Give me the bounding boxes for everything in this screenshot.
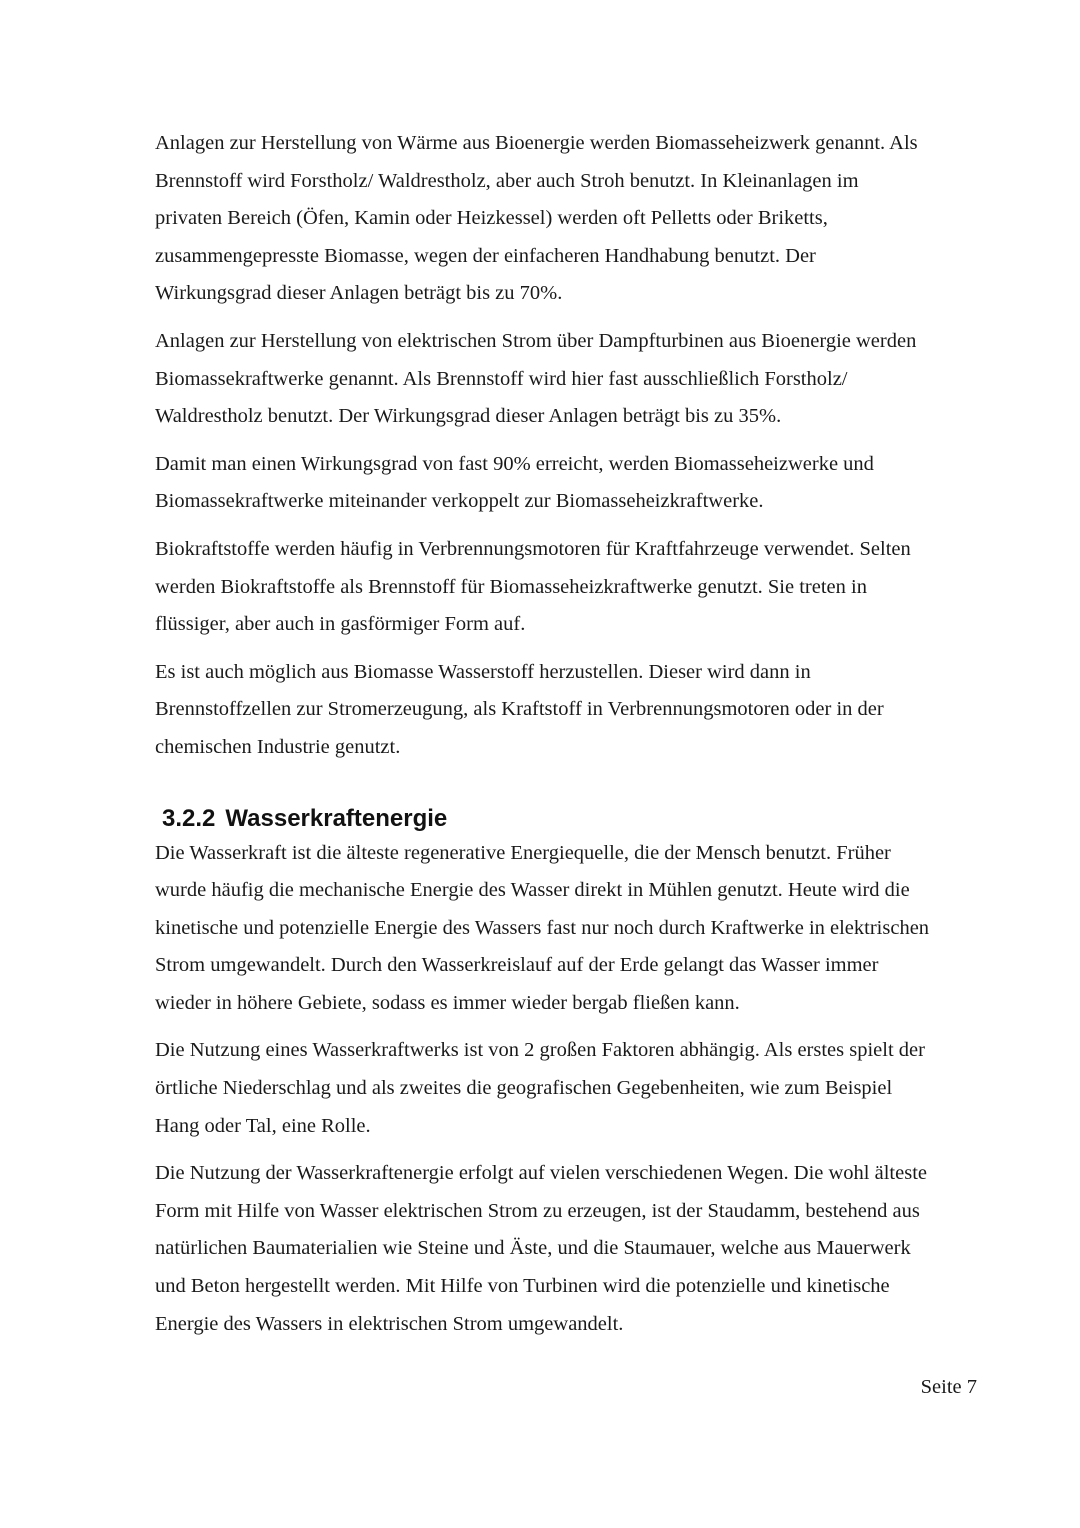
paragraph-faktoren	[155, 1032, 985, 1145]
paragraph-wasserkraft-intro	[155, 835, 985, 1023]
text-line: chemischen Industrie genutzt.	[155, 735, 401, 758]
paragraph-nutzung	[155, 1155, 985, 1343]
text-line: Brennstoffzellen zur Stromerzeugung, als Kraftstoff in Verbrennungsmotoren oder in der	[155, 698, 884, 721]
text-line: kinetische und potenzielle Energie des Wassers fast nur noch durch Kraftwerke in elektrischen	[155, 916, 930, 939]
text-line: privaten Bereich (Öfen, Kamin oder Heizkessel) werden oft Pelletts oder Briketts,	[155, 207, 828, 230]
section-heading	[162, 803, 985, 835]
paragraph-biomassekraftwerk	[155, 323, 985, 436]
text-line: Brennstoff wird Forstholz/ Waldrestholz, aber auch Stroh benutzt. In Kleinanlagen im	[155, 169, 859, 192]
text-line: und Beton hergestellt werden. Mit Hilfe von Turbinen wird die potenzielle und kinetische	[155, 1275, 890, 1298]
paragraph-wirkungsgrad	[155, 446, 985, 521]
section-title: Wasserkraftenergie	[225, 804, 448, 832]
text-line: Es ist auch möglich aus Biomasse Wasserstoff herzustellen. Dieser wird dann in	[155, 660, 811, 683]
text-line: Energie des Wassers in elektrischen Strom umgewandelt.	[155, 1312, 624, 1335]
text-line: Strom umgewandelt. Durch den Wasserkreislauf auf der Erde gelangt das Wasser immer	[155, 954, 879, 977]
text-line: Damit man einen Wirkungsgrad von fast 90% erreicht, werden Biomasseheizwerke und	[155, 452, 874, 475]
text-line: Anlagen zur Herstellung von Wärme aus Bioenergie werden Biomasseheizwerk genannt. Als	[155, 132, 918, 154]
text-line: Wirkungsgrad dieser Anlagen beträgt bis zu 70%.	[155, 282, 563, 305]
text-line: Biomassekraftwerke genannt. Als Brennstoff wird hier fast ausschließlich Forstholz/	[155, 367, 848, 390]
paragraph-wasserstoff	[155, 654, 985, 767]
text-line: Waldrestholz benutzt. Der Wirkungsgrad dieser Anlagen beträgt bis zu 35%.	[155, 405, 782, 428]
text-line: wurde häufig die mechanische Energie des Wasser direkt in Mühlen genutzt. Heute wird die	[155, 879, 910, 902]
text-line: wieder in höhere Gebiete, sodass es immer wieder bergab fließen kann.	[155, 991, 740, 1014]
text-line: werden Biokraftstoffe als Brennstoff für Biomasseheizkraftwerke genutzt. Sie treten in	[155, 575, 867, 598]
text-line: Die Nutzung der Wasserkraftenergie erfolgt auf vielen verschiedenen Wegen. Die wohl älteste	[155, 1162, 927, 1185]
text-line: Form mit Hilfe von Wasser elektrischen Strom zu erzeugen, ist der Staudamm, bestehend aus	[155, 1199, 920, 1222]
text-line: örtliche Niederschlag und als zweites die geografischen Gegebenheiten, wie zum Beispiel	[155, 1077, 893, 1100]
paragraph-biokraftstoffe	[155, 531, 985, 644]
text-line: zusammengepresste Biomasse, wegen der einfacheren Handhabung benutzt. Der	[155, 244, 816, 267]
text-line: Die Nutzung eines Wasserkraftwerks ist von 2 großen Faktoren abhängig. Als erstes spielt der	[155, 1039, 925, 1062]
text-line: Biomassekraftwerke miteinander verkoppelt zur Biomasseheizkraftwerke.	[155, 490, 764, 513]
text-line: Hang oder Tal, eine Rolle.	[155, 1114, 371, 1137]
paragraph-biomasseheizwerk	[155, 125, 985, 313]
section-number: 3.2.2	[162, 804, 216, 832]
text-line: Anlagen zur Herstellung von elektrischen Strom über Dampfturbinen aus Bioenergie werden	[155, 329, 917, 352]
page-content	[155, 125, 985, 1353]
text-line: Die Wasserkraft ist die älteste regenerative Energiequelle, die der Mensch benutzt. Früher	[155, 841, 891, 864]
page-number: Seite 7	[920, 1376, 977, 1398]
text-line: Biokraftstoffe werden häufig in Verbrennungsmotoren für Kraftfahrzeuge verwendet. Selten	[155, 537, 911, 560]
text-line: flüssiger, aber auch in gasförmiger Form auf.	[155, 613, 526, 636]
text-line: natürlichen Baumaterialien wie Steine und Äste, und die Staumauer, welche aus Mauerwerk	[155, 1237, 911, 1260]
